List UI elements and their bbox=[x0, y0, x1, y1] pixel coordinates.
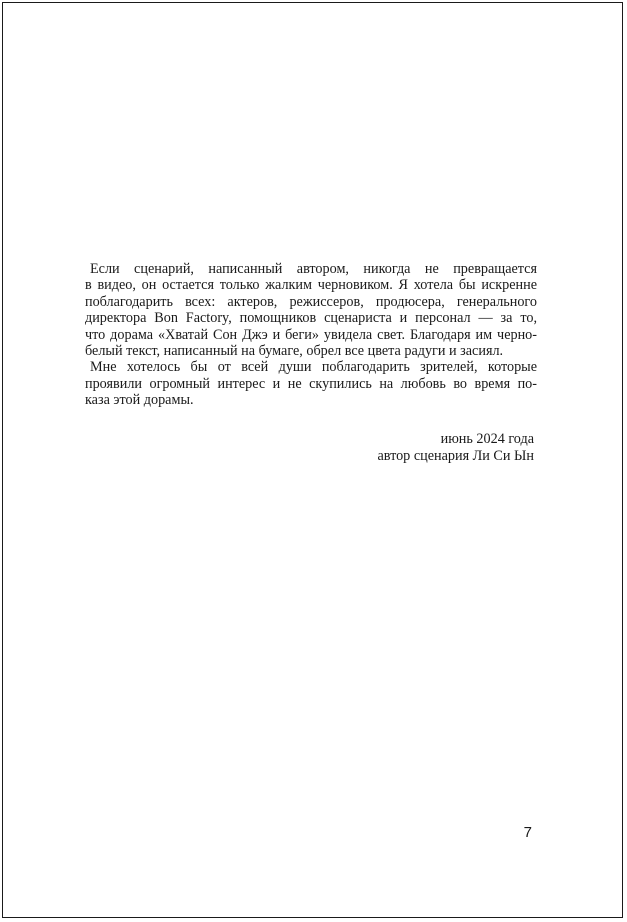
text-line: в видео, он остается только жалким черновиком. Я хотела бы искренне bbox=[85, 277, 537, 294]
signature-author: автор сценария Ли Си Ын bbox=[377, 448, 534, 464]
text-line: Мне хотелось бы от всей души поблагодарить зрителей, которые bbox=[90, 359, 537, 376]
text-line: каза этой дорамы. bbox=[85, 392, 194, 409]
text-line: что дорама «Хватай Сон Джэ и беги» увидела свет. Благодаря им черно- bbox=[85, 326, 537, 343]
page-number: 7 bbox=[523, 824, 532, 841]
signature-date: июнь 2024 года bbox=[440, 431, 534, 447]
paragraph-thanks-crew bbox=[85, 261, 537, 359]
paragraph-thanks-viewers bbox=[85, 359, 537, 408]
page bbox=[2, 2, 623, 918]
text-line: директора Bon Factory, помощников сценариста и персонал — за то, bbox=[85, 310, 537, 327]
text-line: проявили огромный интерес и не скупились на любовь во время по- bbox=[85, 375, 537, 392]
body-text bbox=[85, 261, 537, 409]
text-line: белый текст, написанный на бумаге, обрел все цвета радуги и засиял. bbox=[85, 343, 504, 360]
text-line: Если сценарий, написанный автором, никогда не превращается bbox=[90, 261, 537, 277]
signature bbox=[377, 431, 534, 465]
text-line: поблагодарить всех: актеров, режиссеров, продюсера, генерального bbox=[85, 293, 537, 310]
